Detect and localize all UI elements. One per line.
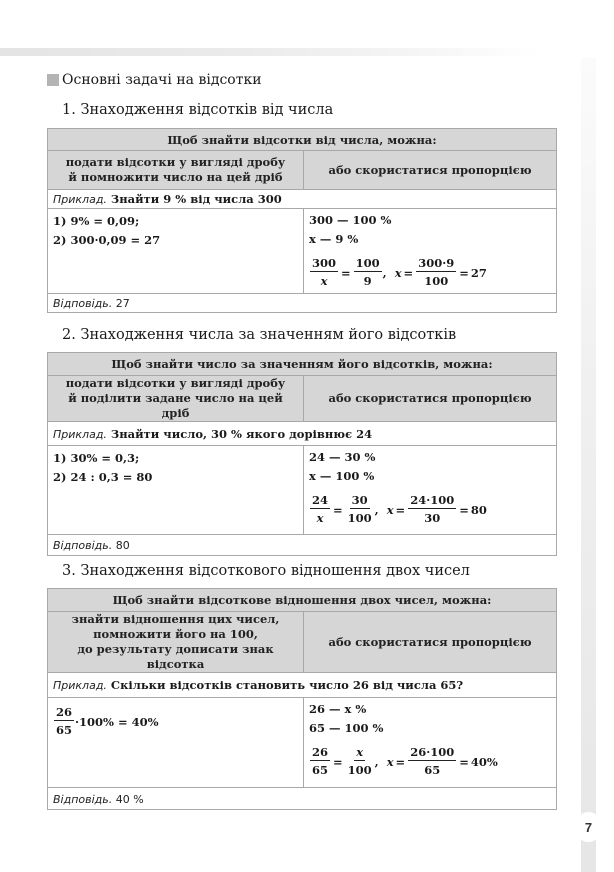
example-label: Приклад. — [53, 427, 107, 441]
method-left — [48, 151, 304, 190]
table-header: Щоб знайти відсоткове відношення двох чисел, можна: — [48, 589, 557, 612]
fraction — [354, 255, 382, 290]
square-bullet-icon — [47, 74, 59, 86]
top-decorative-bar — [0, 48, 614, 56]
answer-row — [48, 294, 557, 313]
solution-right — [304, 446, 557, 535]
numerator: x — [356, 745, 364, 759]
answer-cell — [48, 294, 557, 313]
proportion-line: x — 9 % — [309, 232, 359, 246]
method-left-line: до результату дописати знак відсотка — [77, 642, 274, 671]
numerator: 26 — [56, 705, 73, 719]
fraction — [416, 255, 456, 290]
method-left-line: знайти відношення цих чисел, — [71, 612, 280, 626]
example-text: Знайти число, 30 % якого дорівнює 24 — [106, 426, 373, 441]
example-row — [48, 422, 557, 446]
task-3-table — [47, 588, 557, 810]
method-left-line: й поділити задане число на цей дріб — [68, 391, 283, 420]
numerator: 300 — [312, 256, 337, 270]
fraction — [408, 492, 456, 527]
fraction-equation: $\frac{24}{x}$ = $\frac{30}{100}$ , x = $\frac{24\cdot 100}{30}$ = 80 — [312, 493, 487, 525]
fraction-rest: ·100% = 40% — [75, 714, 159, 729]
method-right: або скористатися пропорцією — [304, 151, 557, 190]
task-2-table — [47, 352, 557, 556]
fraction — [310, 255, 338, 290]
answer-cell — [48, 788, 557, 810]
method-right: або скористатися пропорцією — [304, 376, 557, 422]
solution-row — [48, 209, 557, 294]
denominator: 30 — [424, 511, 441, 525]
table-header-row — [48, 129, 557, 151]
table-header-row — [48, 589, 557, 612]
denominator: 65 — [424, 763, 441, 777]
answer-row — [48, 788, 557, 810]
method-row — [48, 376, 557, 422]
table-header: Щоб знайти відсотки від числа, можна: — [48, 129, 557, 151]
method-left — [48, 376, 304, 422]
task-1-table — [47, 128, 557, 313]
page-number: 7 — [584, 819, 593, 835]
method-row — [48, 151, 557, 190]
variable-x: x — [394, 265, 402, 280]
proportion-line: 65 — 100 % — [309, 721, 384, 735]
example-cell — [48, 673, 557, 698]
numerator: 26·100 — [410, 745, 455, 759]
answer-label: Відповідь. — [53, 792, 113, 806]
solution-step: 2) 300·0,09 = 27 — [53, 233, 161, 247]
solution-row — [48, 446, 557, 535]
solution-row — [48, 698, 557, 788]
answer-cell — [48, 535, 557, 556]
example-text: Скільки відсотків становить число 26 від числа 65? — [106, 678, 464, 692]
fraction — [346, 744, 374, 779]
method-left-line: подати відсотки у вигляді дробу — [65, 376, 286, 390]
numerator: 100 — [355, 256, 380, 270]
solution-left — [48, 698, 304, 788]
answer-row — [48, 535, 557, 556]
numerator: 24·100 — [410, 493, 455, 507]
answer-value: 40 % — [112, 792, 144, 806]
example-cell — [48, 190, 557, 209]
denominator: 100 — [347, 763, 372, 777]
variable-x: x — [386, 502, 394, 517]
method-right: або скористатися пропорцією — [304, 612, 557, 673]
numerator: 30 — [351, 493, 368, 507]
answer-label: Відповідь. — [53, 297, 113, 310]
fraction — [346, 492, 374, 527]
method-left-line: подати відсотки у вигляді дробу — [65, 155, 286, 169]
denominator: 9 — [363, 274, 372, 288]
proportion-line: x — 100 % — [309, 469, 375, 483]
task-3-title: 3. Знаходження відсоткового відношення двох чисел — [62, 563, 470, 579]
result: 40% — [470, 754, 498, 769]
method-left — [48, 612, 304, 673]
denominator: 65 — [312, 763, 329, 777]
numerator: 24 — [312, 493, 329, 507]
example-label: Приклад. — [53, 679, 107, 692]
fraction-equation: $\frac{26}{65}$ = $\frac{x}{100}$ , x = $\frac{26\cdot 100}{65}$ = 40% — [312, 745, 498, 777]
fraction-equation — [53, 704, 298, 739]
task-1-title: 1. Знаходження відсотків від числа — [62, 102, 334, 118]
fraction-equation: $\frac{300}{x}$ = $\frac{100}{9}$ , x = $\frac{300\cdot 9}{100}$ = 27 — [312, 256, 487, 288]
proportion-line: 26 — x % — [309, 702, 367, 716]
proportion-line: 24 — 30 % — [309, 450, 376, 464]
numerator: 26 — [312, 745, 329, 759]
result: 27 — [470, 265, 487, 280]
method-left-line: й помножити число на цей дріб — [68, 170, 283, 184]
fraction — [310, 744, 330, 779]
solution-step: 2) 24 : 0,3 = 80 — [53, 470, 153, 484]
fraction — [408, 744, 456, 779]
example-row — [48, 190, 557, 209]
numerator: 300·9 — [418, 256, 455, 270]
method-left-line: помножити його на 100, — [93, 627, 258, 641]
solution-step: 1) 30% = 0,3; — [53, 451, 140, 465]
solution-right — [304, 209, 557, 294]
answer-label: Відповідь. — [53, 539, 113, 552]
example-label: Приклад. — [53, 193, 107, 206]
table-header: Щоб знайти число за значенням його відсотків, можна: — [48, 353, 557, 376]
example-cell — [48, 422, 557, 446]
section-title-text: Основні задачі на відсотки — [62, 72, 262, 88]
table-header-row — [48, 353, 557, 376]
fraction — [54, 704, 74, 739]
solution-right — [304, 698, 557, 788]
page-number-badge — [578, 812, 599, 842]
variable-x: x — [386, 754, 394, 769]
result: 80 — [470, 502, 487, 517]
denominator: x — [320, 274, 328, 288]
example-text: Знайти 9 % від числа 300 — [106, 192, 282, 206]
fraction — [310, 492, 330, 527]
section-title — [47, 72, 262, 88]
solution-left — [48, 446, 304, 535]
solution-left — [48, 209, 304, 294]
task-2-title: 2. Знаходження числа за значенням його відсотків — [62, 327, 457, 343]
denominator: 100 — [347, 511, 372, 525]
answer-value: 80 — [112, 539, 130, 552]
denominator: x — [316, 511, 324, 525]
solution-step: 1) 9% = 0,09; — [53, 214, 140, 228]
side-decorative-strip — [581, 58, 596, 872]
proportion-line: 300 — 100 % — [309, 213, 392, 227]
method-row — [48, 612, 557, 673]
answer-value: 27 — [112, 297, 130, 310]
denominator: 65 — [56, 723, 73, 737]
example-row — [48, 673, 557, 698]
denominator: 100 — [424, 274, 449, 288]
